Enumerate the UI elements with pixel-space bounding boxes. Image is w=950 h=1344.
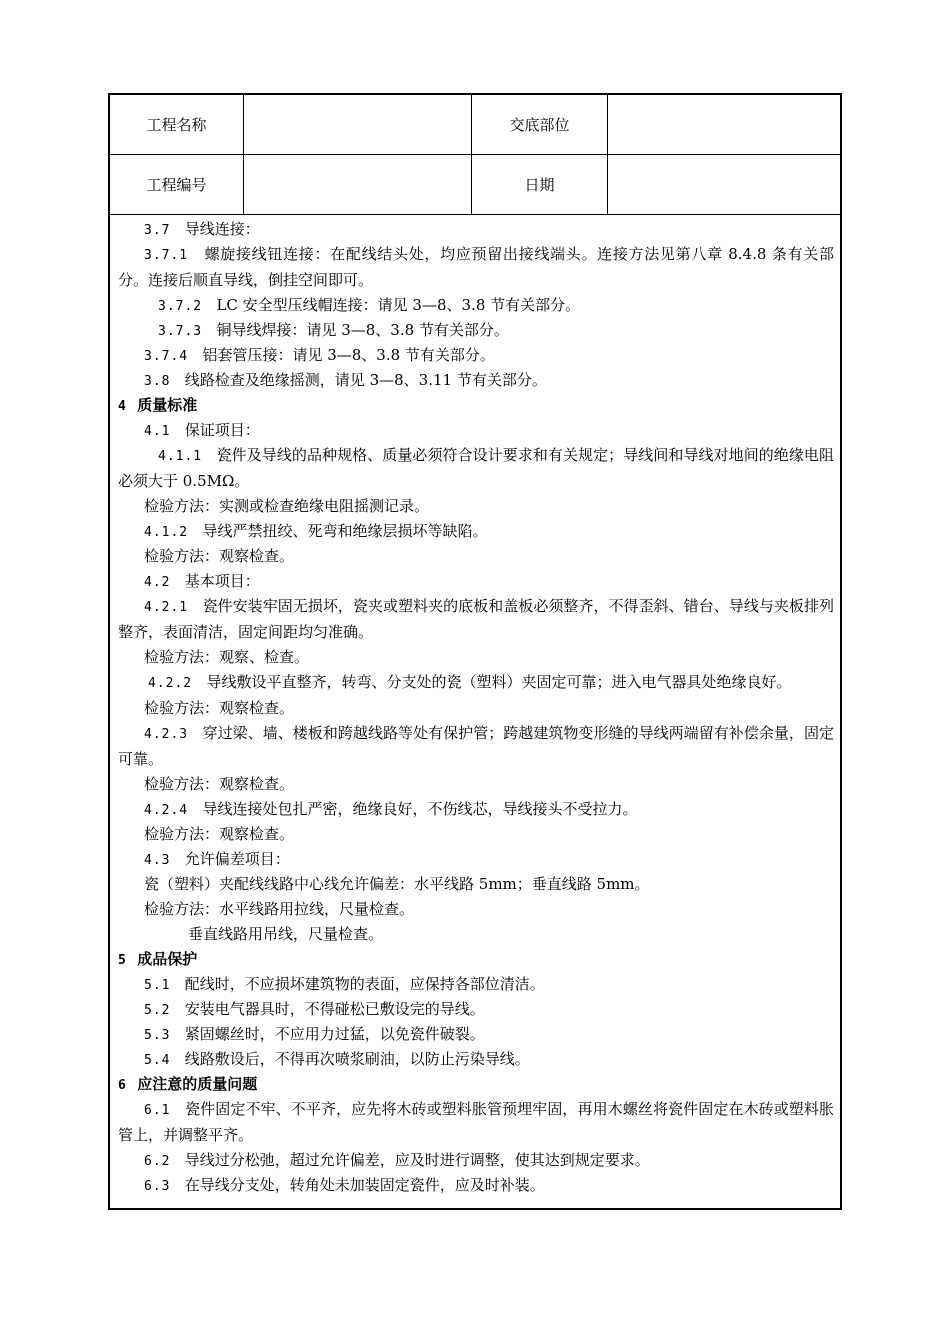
document-body [118, 217, 834, 1198]
body-line [118, 293, 834, 318]
project-no-value [244, 155, 472, 214]
clause-text: 螺旋接线钮连接：在配线结头处，均应预留出接线端头。连接方法见第八章 8.4.8 条有关部分。连接后顺直导线，倒挂空间即可。 [118, 245, 834, 289]
body-line [118, 696, 834, 721]
clause-number: 5 [118, 953, 127, 968]
clause-text: LC 安全型压线帽连接：请见 3—8、3.8 节有关部分。 [216, 296, 581, 314]
clause-text: 瓷件安装牢固无损坏，瓷夹或塑料夹的底板和盖板必须整齐，不得歪斜、错台、导线与夹板排列整齐，表面清洁，固定间距均匀准确。 [118, 597, 834, 641]
clause-number: 3.7.4 [144, 349, 189, 364]
body-line [118, 772, 834, 797]
body-line [118, 645, 834, 670]
body-line [118, 1097, 834, 1148]
clause-text: 瓷件固定不牢、不平齐，应先将木砖或塑料胀管预埋牢固，再用木螺丝将瓷件固定在木砖或塑料胀管上，并调整平齐。 [118, 1100, 834, 1144]
clause-number: 4.2.4 [144, 803, 189, 818]
clause-text: 配线时，不应损坏建筑物的表面，应保持各部位清洁。 [184, 975, 545, 993]
clause-number: 3.7.3 [158, 324, 203, 339]
body-line [118, 418, 834, 443]
section-heading [118, 393, 834, 418]
clause-number: 5.3 [144, 1028, 171, 1043]
body-line [118, 797, 834, 822]
body-line [118, 1148, 834, 1173]
clause-text: 穿过梁、墙、楼板和跨越线路等处有保护管；跨越建筑物变形缝的导线两端留有补偿余量，固定可靠。 [118, 724, 834, 768]
body-line [118, 670, 834, 696]
clause-text: 检验方法：实测或检查绝缘电阻摇测记录。 [144, 497, 430, 515]
body-line [118, 318, 834, 343]
clause-text: 应注意的质量问题 [137, 1075, 258, 1093]
clause-text: 检验方法：水平线路用拉线，尺量检查。 [144, 900, 415, 918]
clause-number: 4.1.1 [158, 449, 203, 464]
clause-text: 导线过分松弛，超过允许偏差，应及时进行调整，使其达到规定要求。 [184, 1151, 650, 1169]
clause-text: 质量标准 [137, 396, 198, 414]
clause-number: 3.8 [144, 374, 171, 389]
date-value [608, 155, 842, 214]
clause-text: 瓷（塑料）夹配线线路中心线允许偏差：水平线路 5mm；垂直线路 5mm。 [144, 875, 650, 893]
clause-text: 瓷件及导线的品种规格、质量必须符合设计要求和有关规定；导线间和导线对地间的绝缘电阻必须大于 0.5MΩ。 [118, 446, 834, 490]
body-line [118, 544, 834, 569]
project-no-label: 工程编号 [110, 155, 244, 214]
clause-number: 4.1 [144, 424, 171, 439]
body-line [118, 847, 834, 872]
section-heading [118, 1072, 834, 1097]
clause-number: 3.7 [144, 223, 171, 238]
clause-number: 5.2 [144, 1003, 171, 1018]
body-line [118, 822, 834, 847]
body-line [118, 242, 834, 293]
clause-number: 6 [118, 1078, 127, 1093]
clause-number: 6.2 [144, 1154, 171, 1169]
clause-text: 检验方法：观察检查。 [144, 699, 295, 717]
clause-text: 允许偏差项目： [184, 850, 290, 868]
clause-number: 6.1 [144, 1103, 171, 1118]
clause-number: 6.3 [144, 1179, 171, 1194]
clause-number: 4.2.1 [144, 600, 189, 615]
body-line [118, 1022, 834, 1047]
clause-text: 导线严禁扭绞、死弯和绝缘层损坏等缺陷。 [202, 522, 488, 540]
project-name-label: 工程名称 [110, 95, 244, 154]
clause-number: 4.3 [144, 853, 171, 868]
header-row-1 [110, 95, 840, 155]
clause-text: 紧固螺丝时，不应用力过猛，以免瓷件破裂。 [184, 1025, 485, 1043]
clause-number: 4 [118, 399, 127, 414]
header-row-2 [110, 155, 840, 214]
clause-number: 5.4 [144, 1053, 171, 1068]
body-line [118, 872, 834, 897]
clause-number: 4.2.3 [144, 727, 189, 742]
clause-text: 保证项目： [184, 421, 260, 439]
clause-text: 导线连接处包扎严密，绝缘良好，不伤线芯，导线接头不受拉力。 [202, 800, 638, 818]
location-value [608, 95, 842, 154]
clause-text: 检验方法：观察检查。 [144, 775, 295, 793]
clause-text: 在导线分支处，转角处未加装固定瓷件，应及时补装。 [184, 1176, 545, 1194]
clause-number: 3.7.1 [144, 248, 189, 263]
clause-number: 4.1.2 [144, 525, 189, 540]
body-line [118, 972, 834, 997]
body-line [118, 594, 834, 645]
clause-text: 检验方法：观察检查。 [144, 825, 295, 843]
header-table [110, 95, 840, 215]
body-line [118, 922, 834, 947]
body-line [118, 997, 834, 1022]
body-line [118, 897, 834, 922]
clause-text: 成品保护 [137, 950, 198, 968]
clause-text: 垂直线路用吊线，尺量检查。 [188, 925, 384, 943]
body-line [118, 368, 834, 393]
clause-text: 铜导线焊接：请见 3—8、3.8 节有关部分。 [216, 321, 509, 339]
clause-text: 线路敷设后，不得再次喷浆刷油，以防止污染导线。 [184, 1050, 530, 1068]
date-label: 日期 [472, 155, 608, 214]
clause-number: 5.1 [144, 978, 171, 993]
body-line [118, 494, 834, 519]
clause-text: 检验方法：观察、检查。 [144, 648, 310, 666]
body-line [118, 721, 834, 772]
clause-text: 铝套管压接：请见 3—8、3.8 节有关部分。 [202, 346, 495, 364]
clause-number: 4.2 [144, 575, 171, 590]
clause-text: 线路检查及绝缘摇测，请见 3—8、3.11 节有关部分。 [184, 371, 547, 389]
clause-text: 导线连接： [184, 220, 260, 238]
body-line [118, 343, 834, 368]
clause-text: 基本项目： [184, 572, 260, 590]
project-name-value [244, 95, 472, 154]
section-heading [118, 947, 834, 972]
clause-text: 导线敷设平直整齐，转弯、分支处的瓷（塑料）夹固定可靠；进入电气器具处绝缘良好。 [206, 673, 792, 691]
clause-number: 4.2.2 [148, 676, 193, 691]
body-line [118, 443, 834, 494]
body-line [118, 1047, 834, 1072]
body-line [118, 1173, 834, 1198]
body-line [118, 217, 834, 242]
body-line [118, 569, 834, 594]
body-line [118, 519, 834, 544]
document-frame [108, 93, 842, 1210]
clause-text: 检验方法：观察检查。 [144, 547, 295, 565]
location-label: 交底部位 [472, 95, 608, 154]
clause-number: 3.7.2 [158, 299, 203, 314]
clause-text: 安装电气器具时，不得碰松已敷设完的导线。 [184, 1000, 485, 1018]
